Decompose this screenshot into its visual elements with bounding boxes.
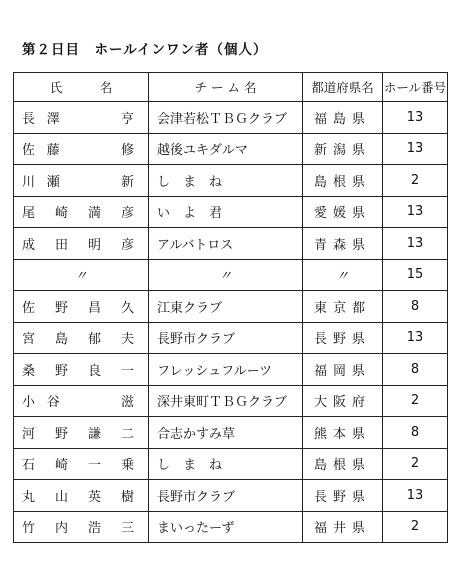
club-name-cell: フレッシュフルーツ (149, 354, 303, 386)
table-row (14, 133, 448, 165)
hole-number-cell: 15 (383, 259, 448, 291)
club-name-cell: 合志かすみ草 (149, 417, 303, 449)
player-name-cell (14, 385, 149, 417)
player-name-cell (14, 133, 149, 165)
hole-number-cell: 13 (383, 228, 448, 260)
hole-in-one-table (13, 72, 448, 543)
hole-number-cell: 8 (383, 354, 448, 386)
player-name-cell (14, 228, 149, 260)
table-row (14, 228, 448, 260)
table-row (14, 417, 448, 449)
player-name-text: 川瀬 新 (22, 174, 134, 190)
table-row (14, 196, 448, 228)
table-row (14, 448, 448, 480)
prefecture-cell: 熊本県 (303, 417, 383, 449)
prefecture-cell: 愛媛県 (303, 196, 383, 228)
player-name-cell (14, 322, 149, 354)
table-header (14, 73, 448, 102)
table-row (14, 291, 448, 323)
table-row (14, 385, 448, 417)
player-name-cell (14, 196, 149, 228)
player-name-cell (14, 417, 149, 449)
player-name-text: 長澤 亨 (22, 111, 134, 127)
club-name-cell: 長野市クラブ (149, 480, 303, 512)
player-name-cell (14, 291, 149, 323)
player-name-text: 佐藤 修 (22, 143, 134, 159)
player-name-text: 丸山英樹 (22, 489, 134, 505)
prefecture-cell: 長野県 (303, 322, 383, 354)
club-name-cell: 江東クラブ (149, 291, 303, 323)
player-name-text: 尾崎満彦 (22, 206, 134, 222)
club-name-cell: 長野市クラブ (149, 322, 303, 354)
prefecture-cell: 島根県 (303, 165, 383, 197)
column-header-hole: ホール番号 (383, 73, 448, 102)
player-name-text: 石崎一乗 (22, 458, 134, 474)
prefecture-cell: 新潟県 (303, 133, 383, 165)
hole-number-cell: 8 (383, 417, 448, 449)
club-name-cell: アルバトロス (149, 228, 303, 260)
player-name-text: 宮島郁夫 (22, 332, 134, 348)
player-name-text: 小谷 滋 (22, 395, 134, 411)
column-header-club: チ ー ム 名 (149, 73, 303, 102)
player-name-text: 佐野昌久 (22, 300, 134, 316)
player-name-text: 桑野良一 (22, 363, 134, 379)
club-name-cell: 深井東町ＴＢＧクラブ (149, 385, 303, 417)
hole-number-cell: 13 (383, 480, 448, 512)
club-name-cell: し ま ね (149, 165, 303, 197)
table-body (14, 102, 448, 543)
club-name-cell: し ま ね (149, 448, 303, 480)
prefecture-cell: 〃 (303, 259, 383, 291)
prefecture-cell: 島根県 (303, 448, 383, 480)
column-header-prefecture: 都道府県名 (303, 73, 383, 102)
prefecture-cell: 大阪府 (303, 385, 383, 417)
prefecture-cell: 長野県 (303, 480, 383, 512)
table-row (14, 165, 448, 197)
hole-number-cell: 13 (383, 133, 448, 165)
table-row (14, 322, 448, 354)
club-name-cell: まいったーず (149, 511, 303, 543)
table-row (14, 354, 448, 386)
prefecture-cell: 福島県 (303, 102, 383, 134)
player-name-cell (14, 480, 149, 512)
player-name-cell (14, 448, 149, 480)
hole-number-cell: 2 (383, 385, 448, 417)
player-name-cell (14, 165, 149, 197)
player-name-text: 成田明彦 (22, 237, 134, 253)
prefecture-cell: 福井県 (303, 511, 383, 543)
club-name-cell: 会津若松ＴＢＧクラブ (149, 102, 303, 134)
prefecture-cell: 福岡県 (303, 354, 383, 386)
player-name-text: 河野謙二 (22, 426, 134, 442)
column-header-name: 氏 名 (14, 73, 149, 102)
table-row (14, 511, 448, 543)
table-row (14, 259, 448, 291)
hole-number-cell: 2 (383, 511, 448, 543)
prefecture-cell: 東京都 (303, 291, 383, 323)
player-name-cell (14, 511, 149, 543)
hole-number-cell: 13 (383, 102, 448, 134)
player-name-text: 竹内浩三 (22, 521, 134, 537)
club-name-cell: い よ 君 (149, 196, 303, 228)
prefecture-cell: 青森県 (303, 228, 383, 260)
player-name-cell: 〃 (14, 259, 149, 291)
player-name-cell (14, 354, 149, 386)
table-row (14, 480, 448, 512)
club-name-cell: 越後ユキダルマ (149, 133, 303, 165)
hole-number-cell: 2 (383, 165, 448, 197)
hole-number-cell: 2 (383, 448, 448, 480)
hole-number-cell: 13 (383, 322, 448, 354)
club-name-cell: 〃 (149, 259, 303, 291)
hole-number-cell: 13 (383, 196, 448, 228)
table-row (14, 102, 448, 134)
player-name-cell (14, 102, 149, 134)
page-title: 第２日目 ホールインワン者（個人） (22, 42, 268, 58)
hole-number-cell: 8 (383, 291, 448, 323)
